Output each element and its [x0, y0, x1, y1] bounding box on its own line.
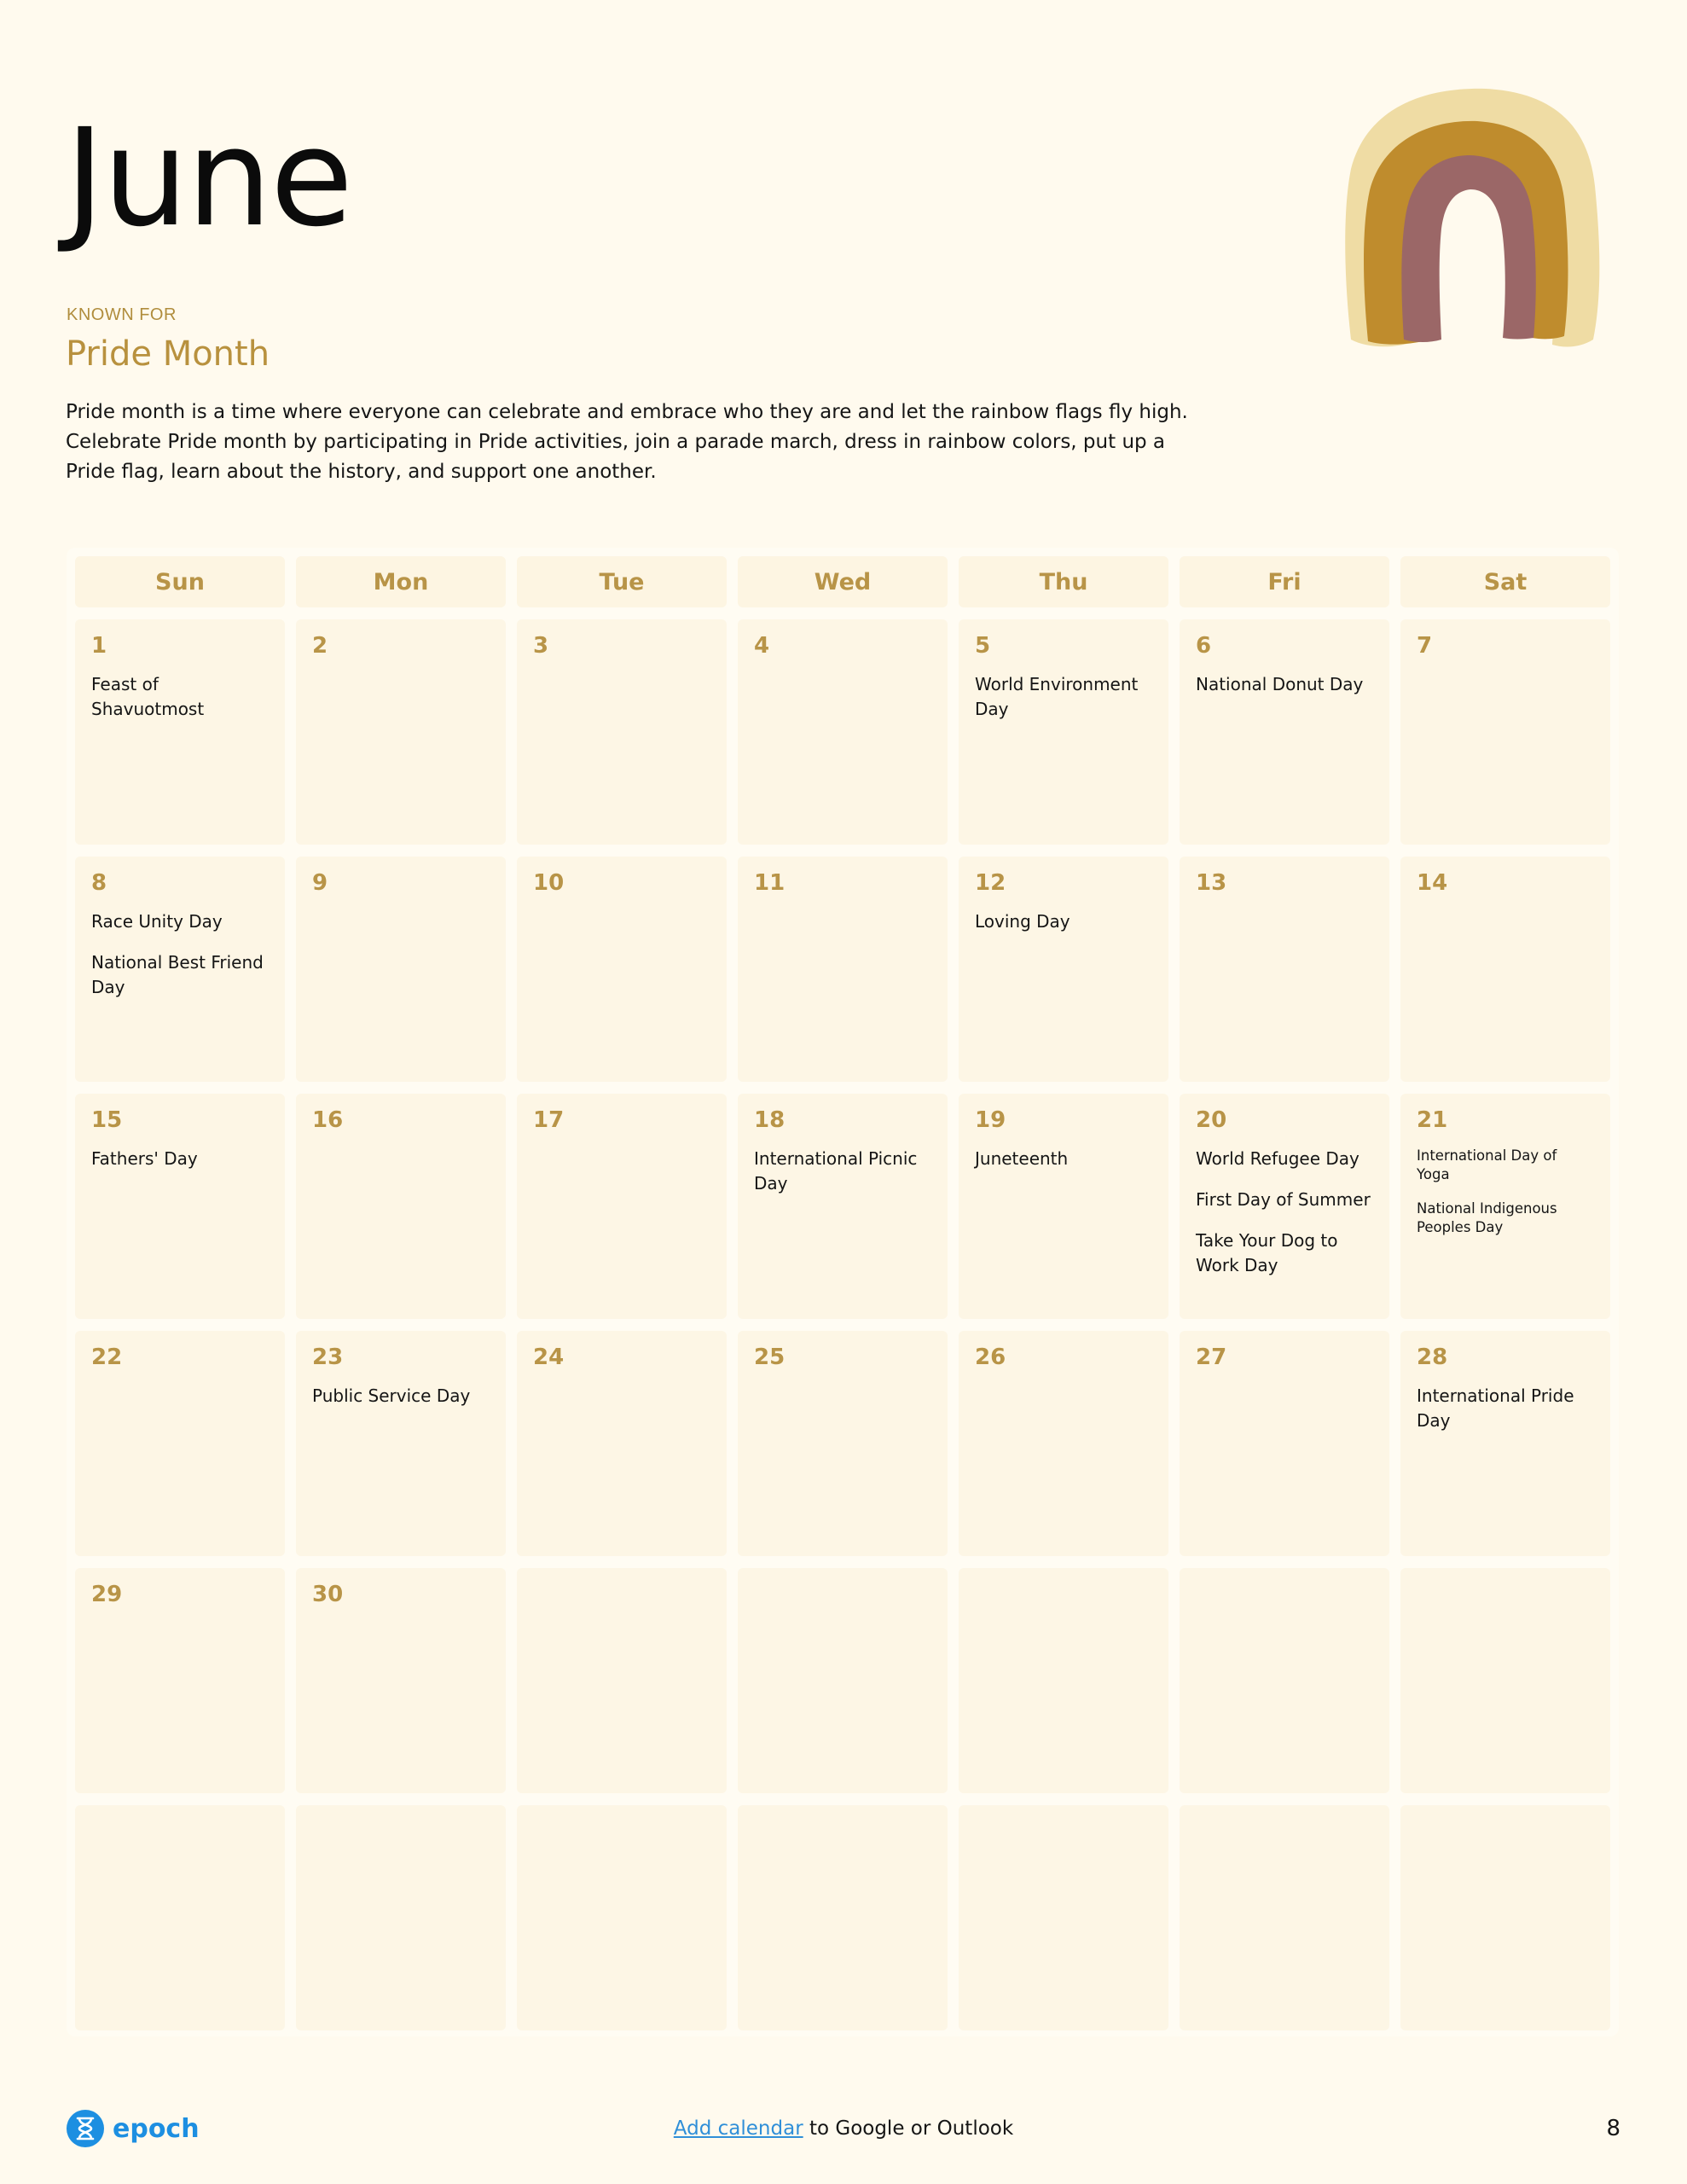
date-number: 10: [533, 870, 565, 896]
day-cell[interactable]: [1400, 619, 1610, 845]
day-cell[interactable]: [75, 619, 285, 845]
empty-day-cell: [738, 1805, 948, 2030]
event-label: National Donut Day: [1196, 674, 1364, 694]
day-cell[interactable]: [517, 1331, 727, 1556]
month-description: Pride month is a time where everyone can celebrate and embrace who they are and let the rainbow flags fly high. Celebrate Pride month by participating in Pride activities, join a parade march, dress in rainbow colors, put up a Pride flag, learn about the history, and support one another.: [66, 401, 1188, 483]
date-number: 29: [91, 1582, 123, 1607]
date-number: 25: [754, 1345, 786, 1370]
date-number: 5: [975, 633, 991, 659]
day-cell[interactable]: [296, 1331, 506, 1556]
theme-title: Pride Month: [66, 334, 270, 374]
add-calendar-link[interactable]: Add calendar: [673, 2117, 803, 2140]
date-number: 6: [1196, 633, 1212, 659]
day-cell[interactable]: [296, 1568, 506, 1793]
date-number: 2: [312, 633, 328, 659]
empty-day-cell: [1180, 1568, 1389, 1793]
day-cell[interactable]: [75, 1094, 285, 1319]
day-cell[interactable]: [959, 1331, 1168, 1556]
day-cell[interactable]: [75, 1331, 285, 1556]
event-label: Juneteenth: [975, 1148, 1069, 1169]
date-number: 20: [1196, 1107, 1227, 1133]
day-cell[interactable]: [517, 1094, 727, 1319]
date-number: 19: [975, 1107, 1006, 1133]
month-title: June: [65, 100, 352, 257]
day-cell[interactable]: [75, 857, 285, 1082]
page-number: 8: [1606, 2116, 1620, 2141]
day-cell[interactable]: [738, 1094, 948, 1319]
event-label: Take Your Dog to Work Day: [1196, 1230, 1338, 1275]
day-cell[interactable]: [738, 1331, 948, 1556]
date-number: 13: [1196, 870, 1227, 896]
date-number: 1: [91, 633, 107, 659]
known-for-label: KNOWN FOR: [67, 305, 177, 324]
date-number: 21: [1417, 1107, 1448, 1133]
calendar-grid-body: [75, 556, 1610, 2028]
date-number: 16: [312, 1107, 344, 1133]
date-number: 9: [312, 870, 328, 896]
day-cell[interactable]: [517, 619, 727, 845]
date-number: 22: [91, 1345, 123, 1370]
day-cell[interactable]: [959, 857, 1168, 1082]
event-label: International Picnic Day: [754, 1148, 918, 1194]
event-label: Public Service Day: [312, 1385, 471, 1406]
day-cell[interactable]: [1180, 1331, 1389, 1556]
day-cell[interactable]: [959, 619, 1168, 845]
date-number: 15: [91, 1107, 123, 1133]
weekday-header: Fri: [1180, 556, 1389, 607]
day-cell[interactable]: [296, 857, 506, 1082]
event-label: National Best Friend Day: [91, 952, 264, 997]
empty-day-cell: [1400, 1805, 1610, 2030]
day-cell[interactable]: [296, 1094, 506, 1319]
empty-day-cell: [959, 1805, 1168, 2030]
date-number: 28: [1417, 1345, 1448, 1370]
day-cell[interactable]: [1180, 619, 1389, 845]
weekday-header: Tue: [517, 556, 727, 607]
date-number: 30: [312, 1582, 344, 1607]
event-label: Feast of Shavuotmost: [91, 674, 205, 719]
date-number: 23: [312, 1345, 344, 1370]
weekday-header: Wed: [738, 556, 948, 607]
weekday-header: Sat: [1400, 556, 1610, 607]
add-calendar-suffix: to Google or Outlook: [803, 2117, 1014, 2140]
event-label: First Day of Summer: [1196, 1189, 1371, 1210]
date-number: 3: [533, 633, 549, 659]
day-cell[interactable]: [1400, 1331, 1610, 1556]
rainbow-inner-band: [1401, 155, 1535, 342]
day-cell[interactable]: [1180, 1094, 1389, 1319]
event-label: International Day of Yoga: [1417, 1147, 1557, 1182]
add-calendar-note: [0, 2117, 1687, 2140]
date-number: 27: [1196, 1345, 1227, 1370]
rainbow-illustration: [1341, 84, 1603, 367]
date-number: 17: [533, 1107, 565, 1133]
empty-day-cell: [959, 1568, 1168, 1793]
event-label: Loving Day: [975, 911, 1070, 932]
event-label: Fathers' Day: [91, 1148, 198, 1169]
empty-day-cell: [738, 1568, 948, 1793]
empty-day-cell: [1180, 1805, 1389, 2030]
weekday-header: Thu: [959, 556, 1168, 607]
date-number: 24: [533, 1345, 565, 1370]
day-cell[interactable]: [1400, 1094, 1610, 1319]
brand-name: epoch: [113, 2113, 200, 2144]
day-cell[interactable]: [738, 619, 948, 845]
day-cell[interactable]: [1400, 857, 1610, 1082]
date-number: 26: [975, 1345, 1006, 1370]
event-label: World Refugee Day: [1196, 1148, 1359, 1169]
empty-day-cell: [75, 1805, 285, 2030]
empty-day-cell: [517, 1568, 727, 1793]
date-number: 7: [1417, 633, 1433, 659]
event-label: National Indigenous Peoples Day: [1417, 1200, 1557, 1235]
day-cell[interactable]: [75, 1568, 285, 1793]
date-number: 18: [754, 1107, 786, 1133]
event-label: World Environment Day: [975, 674, 1139, 719]
empty-day-cell: [1400, 1568, 1610, 1793]
date-number: 8: [91, 870, 107, 896]
day-cell[interactable]: [296, 619, 506, 845]
date-number: 14: [1417, 870, 1448, 896]
empty-day-cell: [517, 1805, 727, 2030]
day-cell[interactable]: [738, 857, 948, 1082]
weekday-header: Mon: [296, 556, 506, 607]
weekday-header: Sun: [75, 556, 285, 607]
date-number: 4: [754, 633, 770, 659]
day-cell[interactable]: [959, 1094, 1168, 1319]
day-cell[interactable]: [517, 857, 727, 1082]
calendar-grid: [67, 548, 1619, 2036]
empty-day-cell: [296, 1805, 506, 2030]
event-label: International Pride Day: [1417, 1385, 1574, 1431]
date-number: 11: [754, 870, 786, 896]
date-number: 12: [975, 870, 1006, 896]
day-cell[interactable]: [1180, 857, 1389, 1082]
event-label: Race Unity Day: [91, 911, 223, 932]
rainbow-middle-band: [1364, 121, 1568, 345]
